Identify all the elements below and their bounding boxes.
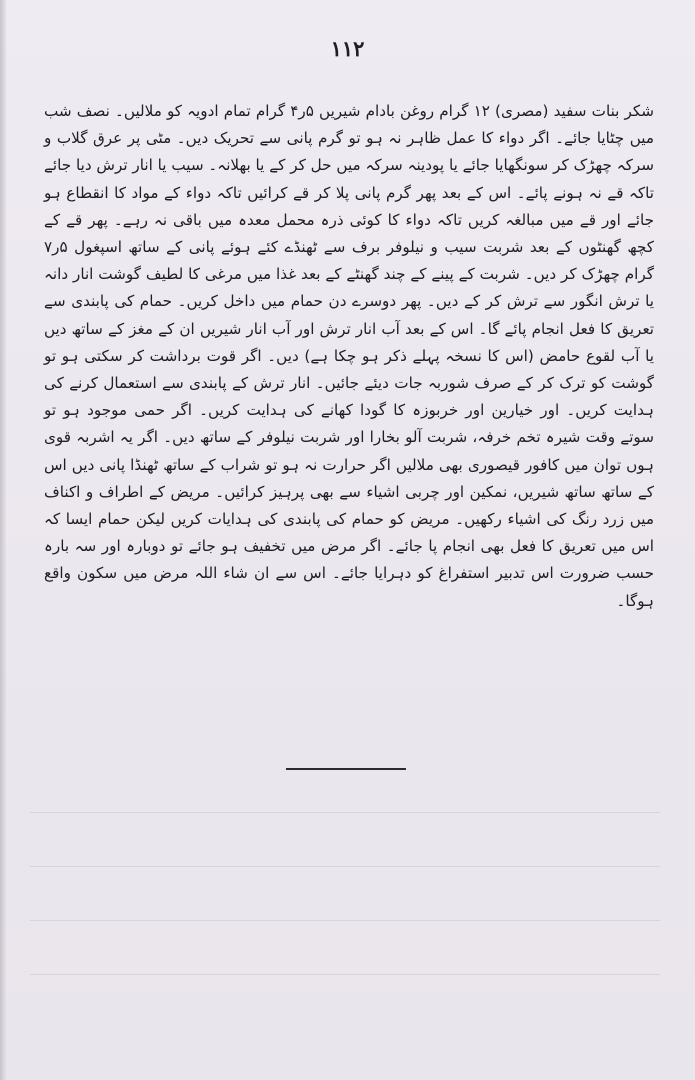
show-through-line xyxy=(30,866,660,867)
page-number: ۱۱۲ xyxy=(330,36,365,61)
show-through-line xyxy=(30,920,660,921)
section-divider xyxy=(286,768,406,770)
show-through-line xyxy=(30,974,660,975)
page-binding-edge xyxy=(0,0,6,1080)
show-through-line xyxy=(30,812,660,813)
body-paragraph: شکر بنات سفید (مصری) ۱۲ گرام روغن بادام شیریں ۵ر۴ گرام تمام ادویہ کو ملالیں۔ نصف شب میں چٹایا جائے۔ اگر دواء کا عمل ظاہر نہ ہو تو گرم پانی سے تحریک دیں۔ مٹی پر عرق گلاب و سرکہ چھڑک کر سونگھایا جائے یا پودینہ سرکہ میں حل کر کے یا بھلانہ۔ سیب یا انار ترش دیا جائے تاکہ قے نہ ہونے پائے۔ اس کے بعد پھر گرم پانی پلا کر قے کرائیں تاکہ دواء کے مواد کا انقطاع ہو جائے اور قے میں مبالغہ کریں تاکہ دواء کا کوئی ذرہ محمل معدہ میں باقی نہ رہے۔ پھر قے کے کچھ گھنٹوں کے بعد شربت سیب و نیلوفر برف سے ٹھنڈے کئے ہوئے پانی کے ساتھ اسپغول ۵ر۷ گرام چھڑک کر دیں۔ شربت کے پینے کے چند گھنٹے کے بعد غذا میں مرغی کا لطیف گوشت انار دانہ یا ترش انگور سے ترش کر کے دیں۔ پھر دوسرے دن حمام میں داخل کریں۔ حمام کی پابندی سے تعریق کا فعل انجام پائے گا۔ اس کے بعد آب انار ترش اور آب انار شیریں ان کے مغز کے ساتھ دیں یا آب لقوع حامض (اس کا نسخہ پہلے ذکر ہو چکا ہے) دیں۔ اگر قوت برداشت کر سکتی ہو تو گوشت کو ترک کر کے صرف شوربہ جات دیئے جائیں۔ انار ترش کے پابندی سے استعمال کرنے کی ہدایت کریں۔ اور خیارین اور خربوزہ کا گودا کھانے کی ہدایت کریں۔ اگر حمی موجود ہو تو سوتے وقت شیرہ تخم خرفہ، شربت آلو بخارا اور شربت نیلوفر کے ساتھ دیں۔ اگر یہ اشربہ قوی ہوں توان میں کافور قیصوری بھی ملالیں اگر حرارت نہ ہو تو شراب کے ساتھ ٹھنڈا پانی دیں اس کے ساتھ ساتھ شیریں، نمکین اور چربی اشیاء سے بھی پرہیز کرائیں۔ مریض کے اطراف و اکناف میں زرد رنگ کی اشیاء رکھیں۔ مریض کو حمام کی پابندی کی ہدایات کریں لیکن حمام ایسا کہ اس میں تعریق کا فعل بھی انجام پا جائے۔ اگر مرض میں تخفیف ہو جائے تو دوبارہ اور سہ بارہ حسب ضرورت اس تدبیر استفراغ کو دہرایا جائے۔ اس سے ان شاء اللہ مرض میں سکون واقع ہوگا۔ xyxy=(44,102,654,610)
